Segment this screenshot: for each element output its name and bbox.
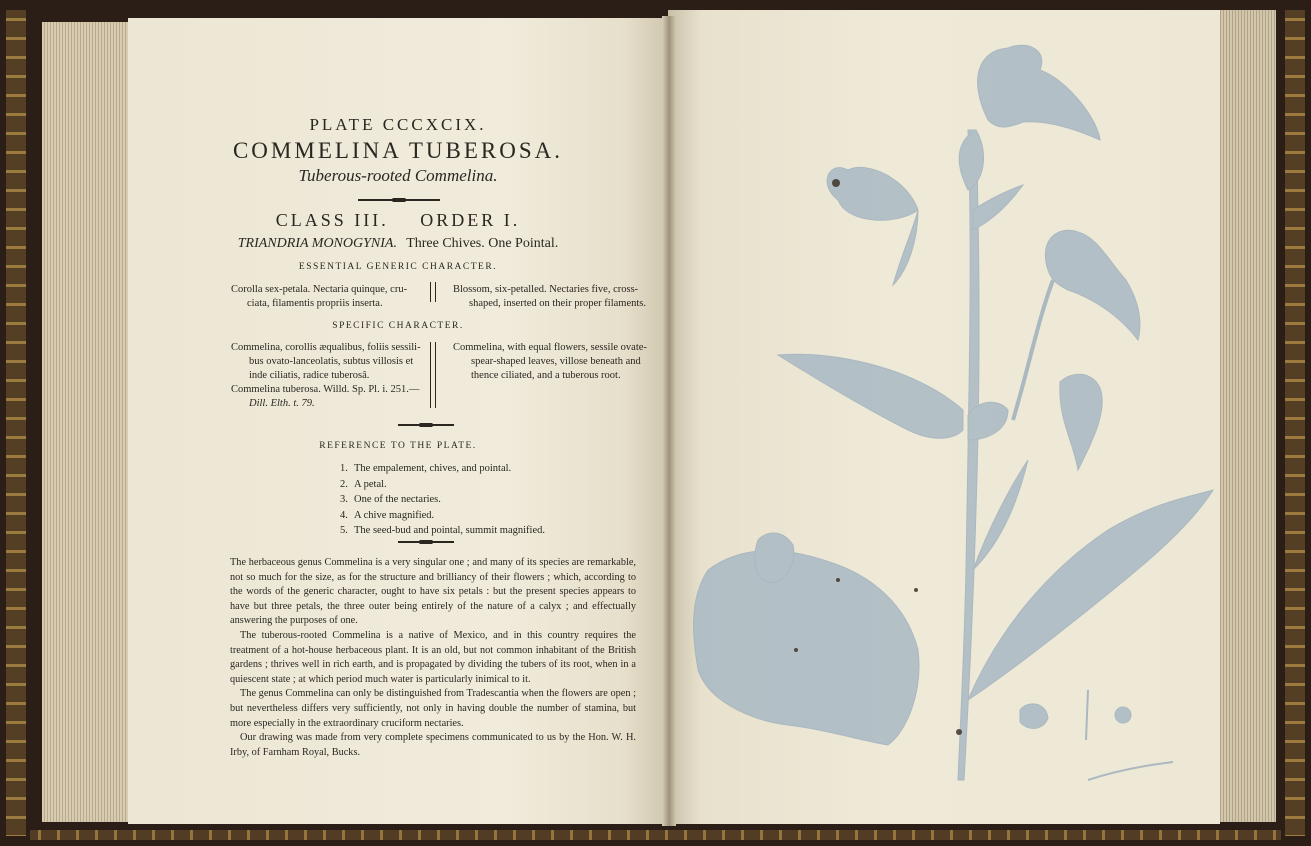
plant-illustration — [668, 10, 1220, 824]
ornamental-rule — [398, 424, 454, 426]
basal-rosette — [694, 551, 919, 745]
specific-english-line: spear-shaped leaves, villose beneath and — [471, 356, 641, 367]
flower-stem-right — [1013, 280, 1053, 420]
specific-english — [453, 341, 647, 383]
leaf-upper-right — [973, 185, 1023, 230]
body-paragraph: Our drawing was made from very complete specimens communicated to us by the Hon. W. H. Irby, of Farnham Royal, Bucks. — [230, 732, 636, 758]
foxing-spot — [794, 648, 798, 652]
flower-left — [827, 167, 918, 220]
leaf-right-mid — [973, 460, 1028, 570]
common-name: Tuberous-rooted Commelina. — [298, 166, 498, 185]
body-paragraph: The genus Commelina can only be distinguished from Tradescantia when the flowers are open ; but nevertheless differs very sufficiently, not only in having double the number of stamina, but more especially in the extraordinary cruciform nectaries. — [230, 688, 636, 729]
essential-heading: ESSENTIAL GENERIC CHARACTER. — [298, 262, 498, 272]
leaf-bract-left — [893, 210, 918, 285]
specific-english-line: Commelina, with equal flowers, sessile ovate- — [453, 342, 647, 353]
column-divider — [430, 342, 436, 408]
specific-heading: SPECIFIC CHARACTER. — [332, 321, 464, 331]
body-paragraph: The herbaceous genus Commelina is a very singular one ; and many of its species are remarkable, not so much for the size, as for the structure and brilliancy of their flowers ; which, according to the words of the generic character, ought to have six petals : but the present species appears to have but three petals, the three outer being entirely of the nature of a calyx ; and effectually answering the purposes of one. — [230, 557, 636, 627]
foxing-spot — [832, 179, 840, 187]
system-name: TRIANDRIA MONOGYNIA. — [237, 236, 397, 251]
reference-item: 1. The empalement, chives, and pointal. — [340, 463, 512, 474]
reference-item: 4. A chive magnified. — [340, 509, 435, 521]
class-label: CLASS III. — [275, 210, 389, 230]
body-paragraph: The tuberous-rooted Commelina is a native of Mexico, and in this country requires the treatment of a hot-house herbaceous plant. It is an old, but not common inhabitant of the British gardens ; thrives well in rich earth, and is propagated by dividing the tubers of its root, when in a quiescent state ; at which period much water is particularly inimical to it. — [230, 629, 636, 685]
flower-mid-right — [1060, 374, 1102, 470]
ornamental-rule — [358, 199, 440, 201]
plate-title: COMMELINA TUBEROSA. — [232, 138, 564, 163]
body-text — [230, 556, 636, 760]
specific-latin-line: Dill. Elth. t. 79. — [249, 398, 315, 409]
column-divider — [430, 282, 436, 302]
order-label: ORDER I. — [420, 210, 521, 230]
pointal-text: One Pointal. — [488, 236, 559, 251]
leaf-left-large — [778, 354, 963, 438]
ornamental-rule — [398, 541, 454, 543]
class-order-line — [128, 210, 668, 231]
essential-latin-line: Corolla sex-petala. Nectaria quinque, cru- — [231, 284, 408, 295]
flower-right — [1045, 230, 1140, 340]
reference-item: 2. A petal. — [340, 478, 387, 490]
essential-english-line: shaped, inserted on their proper filaments. — [469, 298, 646, 309]
essential-english-line: Blossom, six-petalled. Nectaries five, cross- — [453, 284, 639, 295]
reference-list — [340, 461, 545, 539]
classification-line — [128, 236, 668, 252]
detail-seedbud — [1088, 762, 1173, 780]
essential-english — [453, 283, 646, 311]
specific-english-line: thence ciliated, and a tuberous root. — [471, 370, 621, 381]
specific-latin-line: Commelina tuberosa. Willd. Sp. Pl. i. 251.— — [231, 384, 420, 395]
flower-top — [978, 45, 1100, 140]
page-edges-right — [1218, 10, 1276, 822]
detail-pointal — [1115, 707, 1131, 723]
gilt-border-bottom — [30, 830, 1281, 840]
reference-heading: REFERENCE TO THE PLATE. — [319, 441, 477, 451]
plate-number: PLATE CCCXCIX. — [309, 115, 487, 134]
specific-latin-line: inde ciliatis, radice tuberosâ. — [249, 370, 370, 381]
leaf-upper — [959, 130, 983, 190]
gilt-border-right — [1285, 10, 1305, 836]
chives-text: Three Chives. — [406, 236, 485, 251]
detail-stamen — [1086, 690, 1088, 740]
essential-latin — [231, 283, 407, 311]
gilt-border-left — [6, 10, 26, 836]
foxing-spot — [956, 729, 962, 735]
essential-latin-line: ciata, filamentis propriis inserta. — [247, 298, 383, 309]
leaf-left-lobe — [968, 402, 1008, 440]
page-edges-left — [42, 22, 130, 822]
specific-latin-line: bus ovato-lanceolatis, subtus villosis et — [249, 356, 414, 367]
reference-item: 3. One of the nectaries. — [340, 494, 441, 505]
specific-latin-line: Commelina, corollis æqualibus, foliis sessili- — [231, 342, 421, 353]
foxing-spot — [836, 578, 840, 582]
specific-latin — [231, 341, 421, 411]
reference-item: 5. The seed-bud and pointal, summit magnified. — [340, 525, 545, 536]
foxing-spot — [914, 588, 918, 592]
detail-petal — [1020, 704, 1048, 729]
